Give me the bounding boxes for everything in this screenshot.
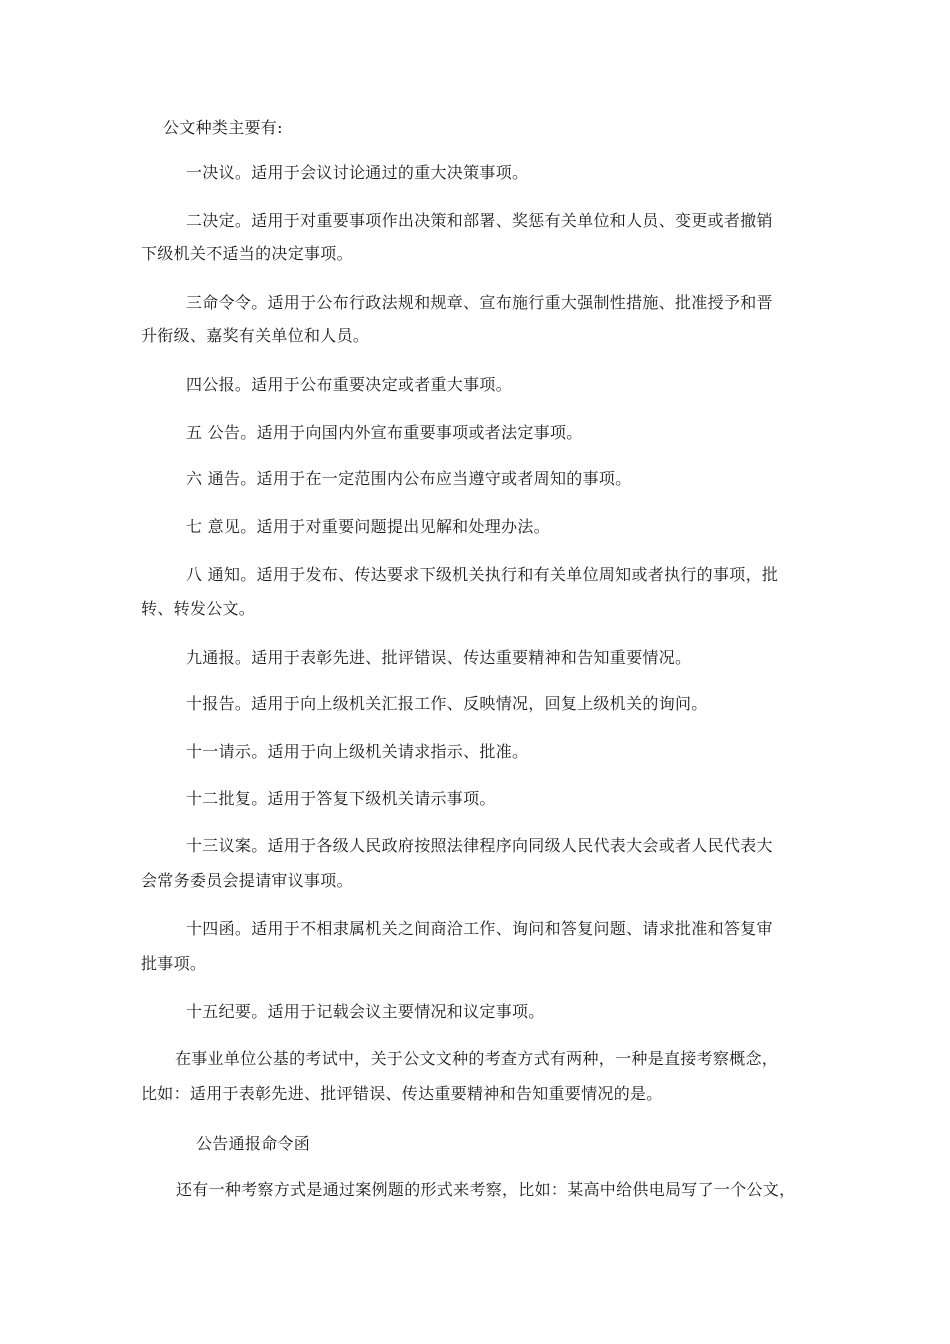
exam-paragraph-line-2: 比如：适用于表彰先进、批评错误、传达重要精神和告知重要情况的是。 <box>141 1084 663 1103</box>
item-2-line-1: 二决定。适用于对重要事项作出决策和部署、奖惩有关单位和人员、变更或者撤销 <box>186 211 773 230</box>
item-4-line-1: 四公报。适用于公布重要决定或者重大事项。 <box>186 375 513 394</box>
intro-heading: 公文种类主要有: <box>163 118 283 137</box>
exam-paragraph-line-1: 在事业单位公基的考试中，关于公文文种的考查方式有两种，一种是直接考察概念， <box>175 1049 779 1068</box>
item-3-line-2: 升衔级、嘉奖有关单位和人员。 <box>141 326 370 345</box>
item-3-line-1: 三命令令。适用于公布行政法规和规章、宣布施行重大强制性措施、批准授予和晋 <box>186 293 773 312</box>
item-12-line-1: 十二批复。适用于答复下级机关请示事项。 <box>186 789 496 808</box>
item-2-line-2: 下级机关不适当的决定事项。 <box>141 244 353 263</box>
item-8-line-2: 转、转发公文。 <box>141 599 256 618</box>
item-8-line-1: 八 通知。适用于发布、传达要求下级机关执行和有关单位周知或者执行的事项，批 <box>186 565 779 584</box>
item-15-line-1: 十五纪要。适用于记载会议主要情况和议定事项。 <box>186 1002 545 1021</box>
item-13-line-1: 十三议案。适用于各级人民政府按照法律程序向同级人民代表大会或者人民代表大 <box>186 836 773 855</box>
item-14-line-2: 批事项。 <box>141 954 207 973</box>
answer-options: 公告通报命令函 <box>196 1134 311 1153</box>
item-1-line-1: 一决议。适用于会议讨论通过的重大决策事项。 <box>186 163 529 182</box>
item-6-line-1: 六 通告。适用于在一定范围内公布应当遵守或者周知的事项。 <box>186 469 632 488</box>
item-14-line-1: 十四函。适用于不相隶属机关之间商洽工作、询问和答复问题、请求批准和答复审 <box>186 919 773 938</box>
item-5-line-1: 五 公告。适用于向国内外宣布重要事项或者法定事项。 <box>186 423 583 442</box>
item-10-line-1: 十报告。适用于向上级机关汇报工作、反映情况，回复上级机关的询问。 <box>186 694 708 713</box>
item-7-line-1: 七 意见。适用于对重要问题提出见解和处理办法。 <box>186 517 550 536</box>
item-13-line-2: 会常务委员会提请审议事项。 <box>141 871 353 890</box>
item-11-line-1: 十一请示。适用于向上级机关请求指示、批准。 <box>186 742 529 761</box>
item-9-line-1: 九通报。适用于表彰先进、批评错误、传达重要精神和告知重要情况。 <box>186 648 692 667</box>
case-paragraph-line-1: 还有一种考察方式是通过案例题的形式来考察，比如：某高中给供电局写了一个公文， <box>176 1180 796 1199</box>
